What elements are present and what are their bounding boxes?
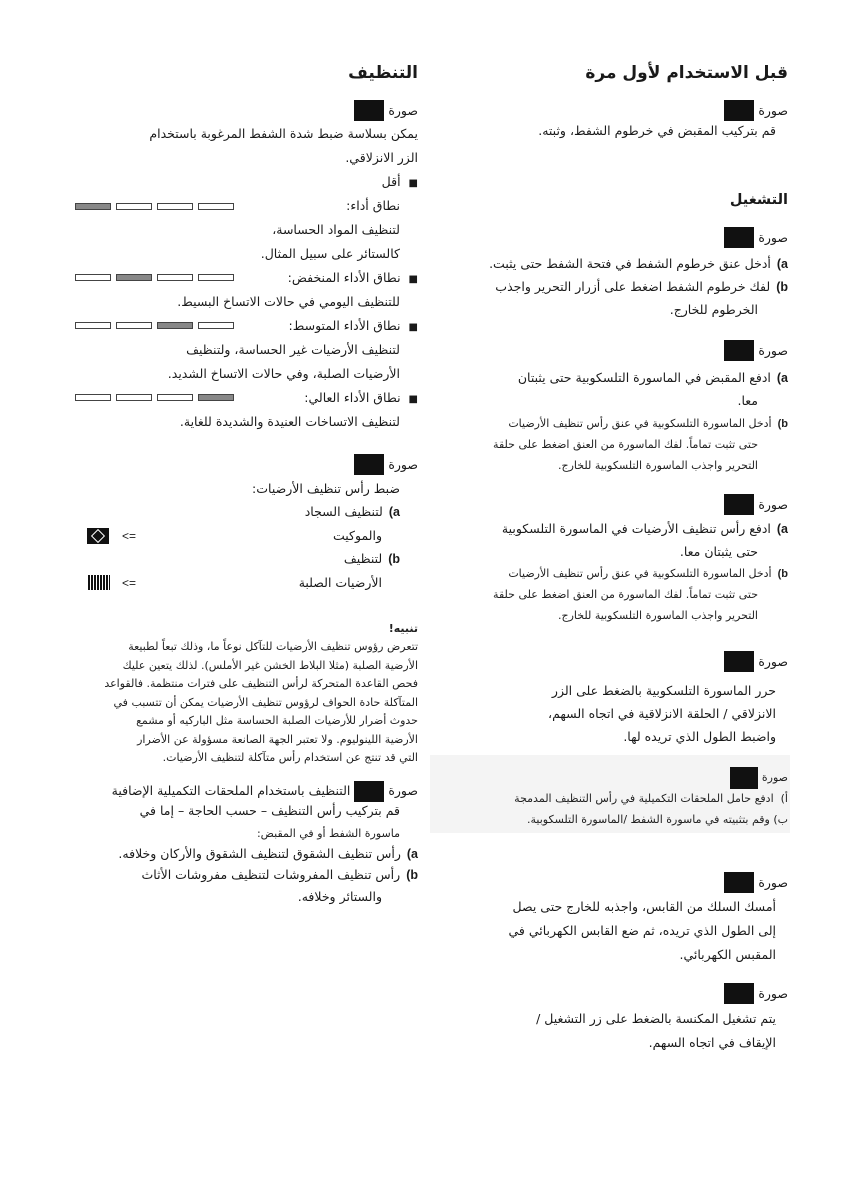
instruction-text: واضبط الطول الذي تريده لها. xyxy=(623,729,776,744)
step-b: ب) وقم بتثبيته في ماسورة الشفط /الماسورة التلسكوبية. xyxy=(527,813,788,826)
accessories-text: قم بتركيب رأس التنظيف – حسب الحاجة – إما في xyxy=(139,803,400,818)
level-desc: لتنظيف الاتساخات العنيدة والشديدة للغاية. xyxy=(179,414,400,429)
figure-ref: صورة xyxy=(724,651,788,672)
warning-line: الأرضية اللينوليوم. ولا تعتبر الجهة الصانعة مسؤولة عن الأضرار xyxy=(137,732,418,746)
figure-ref: صورة xyxy=(724,227,788,248)
level-bar-active xyxy=(75,203,111,210)
accessory-a: a)رأس تنظيف الشقوق لتنظيف الشقوق والأركان وخلافه. xyxy=(118,846,418,861)
step-b-cont: التحرير واجذب الماسورة التلسكوبية للخارج. xyxy=(558,609,758,622)
level-desc: كالستائر على سبيل المثال. xyxy=(260,246,400,261)
level-desc: لتنظيف المواد الحساسة، xyxy=(272,222,400,237)
level-bar xyxy=(116,203,152,210)
step-a: a)أدخل عنق خرطوم الشفط في فتحة الشفط حتى يثبت. xyxy=(489,256,788,271)
level-indicator xyxy=(75,203,234,210)
step-a-cont: معا. xyxy=(737,393,758,408)
instruction-text: المقبس الكهربائي. xyxy=(679,947,776,962)
level-bar xyxy=(75,322,111,329)
figure-ref: صورة xyxy=(354,454,418,475)
level-bar xyxy=(116,394,152,401)
section-title-cleaning: التنظيف xyxy=(348,63,418,83)
section-title-operation: التشغيل xyxy=(729,192,788,208)
figure-ref: صورة xyxy=(724,494,788,515)
level-bar xyxy=(157,274,193,281)
warning-line: المتآكلة حادة الحواف لرؤوس تنظيف الأرضيات يمكن أن تتسبب في xyxy=(113,695,418,709)
level-bar xyxy=(75,274,111,281)
level-bar xyxy=(116,322,152,329)
instruction-text: يتم تشغيل المكنسة بالضغط على زر التشغيل / xyxy=(536,1011,776,1026)
figure-ref: صورة xyxy=(730,767,788,789)
floor-a-cont: والموكيت xyxy=(333,528,382,543)
figure-ref: صورة xyxy=(724,100,788,121)
carpet-setting-icon xyxy=(87,528,109,544)
accessories-text: ماسورة الشفط أو في المقبض: xyxy=(256,827,400,840)
floor-head-title: ضبط رأس تنظيف الأرضيات: xyxy=(252,481,400,496)
floor-b: b)لتنظيف xyxy=(343,551,400,566)
arrow-text: <= xyxy=(122,576,137,590)
instruction-text: أمسك السلك من القابس، واجذبه للخارج حتى يصل xyxy=(512,899,776,914)
instruction-text: الانزلاقي / الحلقة الانزلاقية في اتجاه السهم، xyxy=(548,706,776,721)
warning-line: فحص القاعدة المتحركة لرأس التنظيف على فترات منتظمة. فالقواعد xyxy=(104,677,418,690)
figure-ref: صورة xyxy=(354,100,418,121)
figure-ref: صورة xyxy=(724,983,788,1004)
instruction-text: الإيقاف في اتجاه السهم. xyxy=(648,1035,776,1050)
level-indicator xyxy=(75,394,234,401)
hard-floor-setting-icon xyxy=(88,575,110,590)
level-indicator xyxy=(75,322,234,329)
step-b-cont: حتى تثبت تماماً. لفك الماسورة من العنق اضغط على حلقة xyxy=(493,438,758,451)
level-desc: للتنظيف اليومي في حالات الاتساخ البسيط. xyxy=(177,294,400,309)
bullet-low: ■نطاق الأداء المنخفض: xyxy=(287,270,418,285)
arrow-text: <= xyxy=(122,529,137,543)
level-bar xyxy=(198,322,234,329)
level-desc: لتنظيف الأرضيات غير الحساسة، ولتنظيف xyxy=(186,342,400,357)
level-bar xyxy=(157,394,193,401)
step-b-cont: التحرير واجذب الماسورة التلسكوبية للخارج. xyxy=(558,459,758,472)
level-bar-active xyxy=(157,322,193,329)
step-b-cont: الخرطوم للخارج. xyxy=(669,302,758,317)
warning-line: حدوث أضرار للأرضيات الصلبة الحساسة مثل الباركيه أو مشمع xyxy=(136,714,418,727)
accessories-heading: صورة التنظيف باستخدام الملحقات التكميلية الإضافية xyxy=(112,781,418,802)
warning-line: تتعرض رؤوس تنظيف الأرضيات للتآكل نوعاً ما، وذلك تبعاً لطبيعة xyxy=(128,640,418,653)
bullet-min: ■أقل xyxy=(381,174,418,189)
level-indicator xyxy=(75,274,234,281)
figure-ref: صورة xyxy=(724,340,788,361)
step-b-cont: حتى تثبت تماماً. لفك الماسورة من العنق اضغط على حلقة xyxy=(493,588,758,601)
accessory-b: b)رأس تنظيف المفروشات لتنظيف مفروشات الأثاث xyxy=(141,867,418,882)
intro-text: الزر الانزلاقي. xyxy=(345,150,418,165)
figure-ref: صورة xyxy=(724,872,788,893)
warning-line: الأرضية الصلبة (مثلا البلاط الخشن غير الأملس). لذلك يتعين عليك xyxy=(122,658,418,672)
section-title-before-first-use: قبل الاستخدام لأول مرة xyxy=(585,63,788,83)
warning-line: التي قد تنتج عن استخدام رأس متآكلة لتنظيف الأرضيات. xyxy=(162,751,418,764)
warning-title: تنبيه! xyxy=(388,622,418,635)
level-bar xyxy=(198,203,234,210)
step-a: a)ادفع المقبض في الماسورة التلسكوبية حتى يثبتان xyxy=(517,370,788,385)
instruction-text: حرر الماسورة التلسكوبية بالضغط على الزر xyxy=(551,683,776,698)
step-a: a)ادفع رأس تنظيف الأرضيات في الماسورة التلسكوبية xyxy=(501,521,788,536)
level-bar-active xyxy=(116,274,152,281)
bullet-high: ■نطاق الأداء العالي: xyxy=(304,390,418,405)
step-a: أ) ادفع حامل الملحقات التكميلية في رأس التنظيف المدمجة xyxy=(514,792,788,805)
level-desc: الأرضيات الصلبة، وفي حالات الاتساخ الشديد. xyxy=(167,366,400,381)
floor-a: a)لتنظيف السجاد xyxy=(304,504,400,519)
level-bar-active xyxy=(198,394,234,401)
instruction-text: قم بتركيب المقبض في خرطوم الشفط، وثبته. xyxy=(538,123,776,138)
step-a-cont: حتى يثبتان معا. xyxy=(679,544,758,559)
step-b: b)أدخل الماسورة التلسكوبية في عنق رأس تنظيف الأرضيات xyxy=(508,567,788,580)
bullet-medium: ■نطاق الأداء المتوسط: xyxy=(288,318,418,333)
step-b: b)لفك خرطوم الشفط اضغط على أزرار التحرير واجذب xyxy=(495,279,788,294)
instruction-text: إلى الطول الذي تريده، ثم ضع القابس الكهربائي في xyxy=(508,923,776,938)
accessory-b-cont: والستائر وخلافه. xyxy=(297,889,382,904)
floor-b-cont: الأرضيات الصلبة xyxy=(298,575,382,590)
level-bar xyxy=(198,274,234,281)
step-b: b)أدخل الماسورة التلسكوبية في عنق رأس تنظيف الأرضيات xyxy=(508,417,788,430)
level-bar xyxy=(157,203,193,210)
intro-text: يمكن بسلاسة ضبط شدة الشفط المرغوبة باستخدام xyxy=(149,126,418,141)
figure-number-box xyxy=(724,100,754,121)
level-label: نطاق أداء: xyxy=(346,198,400,213)
level-bar xyxy=(75,394,111,401)
